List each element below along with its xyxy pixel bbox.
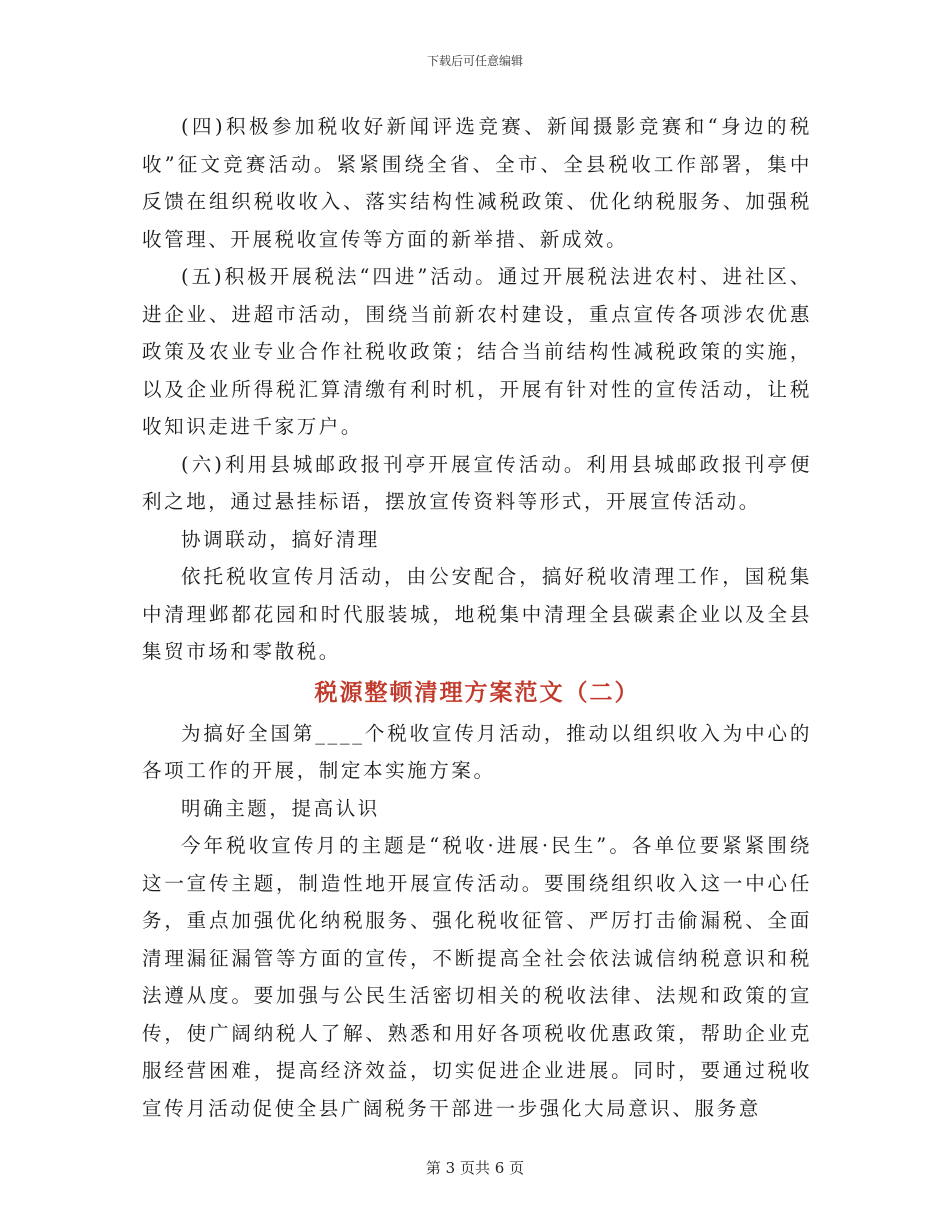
paragraph: (六)利用县城邮政报刊亭开展宣传活动。利用县城邮政报刊亭便利之地，通过悬挂标语，摆放宣传资料等形式，开展宣传活动。 — [142, 452, 812, 513]
page-footer: 第 3 页共 6 页 — [425, 1159, 525, 1177]
paragraph: 为搞好全国第____个税收宣传月活动，推动以组织收入为中心的各项工作的开展，制定本实施方案。 — [142, 721, 812, 782]
section-heading: 税源整顿清理方案范文（二） — [314, 679, 640, 706]
document-body — [142, 108, 812, 1127]
paragraph: 协调联动，搞好清理 — [181, 527, 380, 551]
paragraph: (四)积极参加税收好新闻评选竞赛、新闻摄影竞赛和“身边的税收”征文竞赛活动。紧紧围绕全省、全市、全县税收工作部署，集中反馈在组织税收收入、落实结构性减税政策、优化纳税服务、加强税收管理、开展税收宣传等方面的新举措、新成效。 — [142, 115, 812, 251]
page-header: 下载后可任意编辑 — [426, 54, 523, 68]
paragraph: (五)积极开展税法“四进”活动。通过开展税法进农村、进社区、进企业、进超市活动，围绕当前新农村建设，重点宣传各项涉农优惠政策及农业专业合作社税收政策；结合当前结构性减税政策的实施，以及企业所得税汇算清缴有利时机，开展有针对性的宣传活动，让税收知识走进千家万户。 — [142, 265, 812, 438]
paragraph: 今年税收宣传月的主题是“税收·进展·民生”。各单位要紧紧围绕这一宣传主题，制造性地开展宣传活动。要围绕组织收入这一中心任务，重点加强优化纳税服务、强化税收征管、严厉打击偷漏税、全面清理漏征漏管等方面的宣传，不断提高全社会依法诚信纳税意识和税法遵从度。要加强与公民生活密切相关的税收法律、法规和政策的宣传，使广阔纳税人了解、熟悉和用好各项税收优惠政策，帮助企业克服经营困难，提高经济效益，切实促进企业进展。同时，要通过税收宣传月活动促使全县广阔税务干部进一步强化大局意识、服务意 — [142, 834, 812, 1120]
paragraph: 明确主题，提高认识 — [181, 796, 380, 820]
paragraph: 依托税收宣传月活动，由公安配合，搞好税收清理工作，国税集中清理邺都花园和时代服装城，地税集中清理全县碳素企业以及全县集贸市场和零散税。 — [142, 565, 812, 663]
